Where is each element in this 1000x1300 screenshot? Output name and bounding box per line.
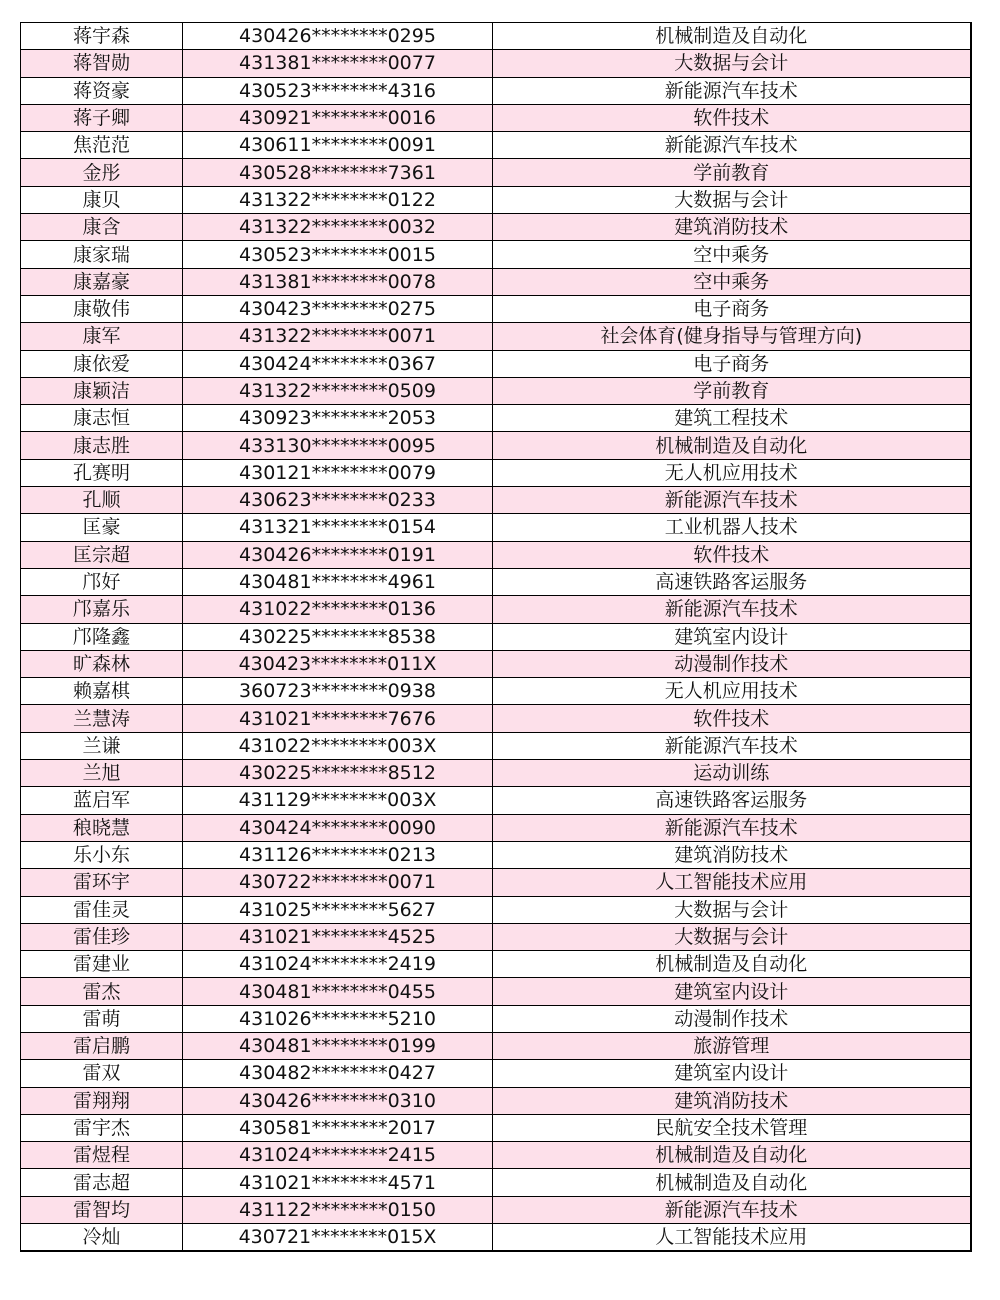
id-number-cell: 431322********0032 — [183, 214, 493, 241]
student-name-cell: 康军 — [21, 323, 183, 350]
table-row — [21, 623, 971, 650]
id-number-cell: 430424********0090 — [183, 814, 493, 841]
table-row — [21, 678, 971, 705]
table-row — [21, 350, 971, 377]
table-row — [21, 132, 971, 159]
id-number-cell: 431321********0154 — [183, 514, 493, 541]
student-name-cell: 雷双 — [21, 1060, 183, 1087]
id-number-cell: 430225********8538 — [183, 623, 493, 650]
table-row — [21, 732, 971, 759]
student-name-cell: 雷佳灵 — [21, 896, 183, 923]
major-cell: 工业机器人技术 — [493, 514, 971, 541]
major-cell: 建筑室内设计 — [493, 623, 971, 650]
major-cell: 新能源汽车技术 — [493, 1196, 971, 1223]
table-row — [21, 869, 971, 896]
student-name-cell: 孔顺 — [21, 487, 183, 514]
table-row — [21, 787, 971, 814]
student-name-cell: 蓝启军 — [21, 787, 183, 814]
major-cell: 新能源汽车技术 — [493, 732, 971, 759]
id-number-cell: 430923********2053 — [183, 405, 493, 432]
student-name-cell: 匡豪 — [21, 514, 183, 541]
id-number-cell: 430523********0015 — [183, 241, 493, 268]
student-name-cell: 康依爱 — [21, 350, 183, 377]
student-table-body — [21, 23, 971, 1252]
id-number-cell: 430426********0310 — [183, 1087, 493, 1114]
table-row — [21, 104, 971, 131]
major-cell: 新能源汽车技术 — [493, 132, 971, 159]
table-row — [21, 432, 971, 459]
student-name-cell: 雷翔翔 — [21, 1087, 183, 1114]
student-name-cell: 康嘉豪 — [21, 268, 183, 295]
table-row — [21, 487, 971, 514]
id-number-cell: 430921********0016 — [183, 104, 493, 131]
id-number-cell: 431025********5627 — [183, 896, 493, 923]
student-name-cell: 雷杰 — [21, 978, 183, 1005]
table-row — [21, 1005, 971, 1032]
id-number-cell: 431024********2415 — [183, 1142, 493, 1169]
major-cell: 建筑室内设计 — [493, 1060, 971, 1087]
major-cell: 新能源汽车技术 — [493, 596, 971, 623]
student-name-cell: 雷建业 — [21, 951, 183, 978]
student-name-cell: 雷宇杰 — [21, 1114, 183, 1141]
student-name-cell: 雷煜程 — [21, 1142, 183, 1169]
id-number-cell: 431021********7676 — [183, 705, 493, 732]
id-number-cell: 431129********003X — [183, 787, 493, 814]
major-cell: 大数据与会计 — [493, 50, 971, 77]
major-cell: 软件技术 — [493, 104, 971, 131]
major-cell: 大数据与会计 — [493, 186, 971, 213]
table-row — [21, 514, 971, 541]
table-row — [21, 1114, 971, 1141]
id-number-cell: 431322********0509 — [183, 377, 493, 404]
student-name-cell: 邝好 — [21, 568, 183, 595]
major-cell: 旅游管理 — [493, 1032, 971, 1059]
student-name-cell: 雷启鹏 — [21, 1032, 183, 1059]
major-cell: 无人机应用技术 — [493, 459, 971, 486]
table-row — [21, 295, 971, 322]
table-row — [21, 896, 971, 923]
student-name-cell: 康志恒 — [21, 405, 183, 432]
table-row — [21, 405, 971, 432]
student-name-cell: 康敬伟 — [21, 295, 183, 322]
major-cell: 建筑室内设计 — [493, 978, 971, 1005]
major-cell: 社会体育(健身指导与管理方向) — [493, 323, 971, 350]
student-name-cell: 蒋宇森 — [21, 23, 183, 50]
table-row — [21, 50, 971, 77]
student-name-cell: 蒋智勋 — [21, 50, 183, 77]
id-number-cell: 360723********0938 — [183, 678, 493, 705]
major-cell: 动漫制作技术 — [493, 650, 971, 677]
id-number-cell: 430481********0199 — [183, 1032, 493, 1059]
major-cell: 空中乘务 — [493, 241, 971, 268]
table-row — [21, 1032, 971, 1059]
table-row — [21, 841, 971, 868]
id-number-cell: 430121********0079 — [183, 459, 493, 486]
table-row — [21, 1196, 971, 1223]
major-cell: 大数据与会计 — [493, 896, 971, 923]
id-number-cell: 430722********0071 — [183, 869, 493, 896]
table-row — [21, 241, 971, 268]
table-row — [21, 159, 971, 186]
table-row — [21, 1142, 971, 1169]
student-name-cell: 康贝 — [21, 186, 183, 213]
student-name-cell: 焦范范 — [21, 132, 183, 159]
id-number-cell: 431026********5210 — [183, 1005, 493, 1032]
major-cell: 人工智能技术应用 — [493, 1224, 971, 1252]
id-number-cell: 430225********8512 — [183, 760, 493, 787]
major-cell: 新能源汽车技术 — [493, 487, 971, 514]
id-number-cell: 430623********0233 — [183, 487, 493, 514]
table-row — [21, 541, 971, 568]
major-cell: 建筑消防技术 — [493, 841, 971, 868]
table-row — [21, 214, 971, 241]
student-name-cell: 金彤 — [21, 159, 183, 186]
student-name-cell: 康志胜 — [21, 432, 183, 459]
student-name-cell: 孔赛明 — [21, 459, 183, 486]
major-cell: 建筑消防技术 — [493, 1087, 971, 1114]
table-row — [21, 1060, 971, 1087]
id-number-cell: 430581********2017 — [183, 1114, 493, 1141]
table-row — [21, 650, 971, 677]
student-name-cell: 雷萌 — [21, 1005, 183, 1032]
id-number-cell: 431021********4571 — [183, 1169, 493, 1196]
id-number-cell: 430721********015X — [183, 1224, 493, 1252]
major-cell: 建筑工程技术 — [493, 405, 971, 432]
student-name-cell: 蒋子卿 — [21, 104, 183, 131]
table-row — [21, 459, 971, 486]
student-name-cell: 赖嘉棋 — [21, 678, 183, 705]
student-name-cell: 邝隆鑫 — [21, 623, 183, 650]
major-cell: 无人机应用技术 — [493, 678, 971, 705]
id-number-cell: 431022********003X — [183, 732, 493, 759]
major-cell: 电子商务 — [493, 350, 971, 377]
major-cell: 高速铁路客运服务 — [493, 787, 971, 814]
table-row — [21, 186, 971, 213]
major-cell: 电子商务 — [493, 295, 971, 322]
student-name-cell: 邝嘉乐 — [21, 596, 183, 623]
id-number-cell: 430482********0427 — [183, 1060, 493, 1087]
id-number-cell: 430423********011X — [183, 650, 493, 677]
id-number-cell: 430523********4316 — [183, 77, 493, 104]
table-row — [21, 377, 971, 404]
table-row — [21, 814, 971, 841]
major-cell: 民航安全技术管理 — [493, 1114, 971, 1141]
major-cell: 学前教育 — [493, 159, 971, 186]
major-cell: 机械制造及自动化 — [493, 23, 971, 50]
student-name-cell: 雷志超 — [21, 1169, 183, 1196]
major-cell: 机械制造及自动化 — [493, 432, 971, 459]
major-cell: 动漫制作技术 — [493, 1005, 971, 1032]
major-cell: 新能源汽车技术 — [493, 814, 971, 841]
table-row — [21, 1087, 971, 1114]
student-table — [20, 22, 972, 1252]
table-row — [21, 596, 971, 623]
major-cell: 人工智能技术应用 — [493, 869, 971, 896]
table-row — [21, 951, 971, 978]
student-name-cell: 兰慧涛 — [21, 705, 183, 732]
student-name-cell: 雷佳珍 — [21, 923, 183, 950]
id-number-cell: 430426********0295 — [183, 23, 493, 50]
major-cell: 软件技术 — [493, 705, 971, 732]
id-number-cell: 430424********0367 — [183, 350, 493, 377]
student-name-cell: 冷灿 — [21, 1224, 183, 1252]
major-cell: 机械制造及自动化 — [493, 951, 971, 978]
major-cell: 机械制造及自动化 — [493, 1169, 971, 1196]
id-number-cell: 431322********0071 — [183, 323, 493, 350]
major-cell: 建筑消防技术 — [493, 214, 971, 241]
student-name-cell: 蒋资豪 — [21, 77, 183, 104]
id-number-cell: 431122********0150 — [183, 1196, 493, 1223]
id-number-cell: 430611********0091 — [183, 132, 493, 159]
major-cell: 软件技术 — [493, 541, 971, 568]
id-number-cell: 430423********0275 — [183, 295, 493, 322]
id-number-cell: 431021********4525 — [183, 923, 493, 950]
table-row — [21, 1224, 971, 1252]
id-number-cell: 430426********0191 — [183, 541, 493, 568]
major-cell: 新能源汽车技术 — [493, 77, 971, 104]
student-list-sheet — [20, 22, 972, 1252]
student-name-cell: 雷智均 — [21, 1196, 183, 1223]
student-name-cell: 旷森林 — [21, 650, 183, 677]
student-name-cell: 兰旭 — [21, 760, 183, 787]
major-cell: 运动训练 — [493, 760, 971, 787]
id-number-cell: 431022********0136 — [183, 596, 493, 623]
id-number-cell: 431126********0213 — [183, 841, 493, 868]
table-row — [21, 923, 971, 950]
student-name-cell: 稂晓慧 — [21, 814, 183, 841]
id-number-cell: 430528********7361 — [183, 159, 493, 186]
id-number-cell: 430481********4961 — [183, 568, 493, 595]
table-row — [21, 568, 971, 595]
student-name-cell: 康颖洁 — [21, 377, 183, 404]
id-number-cell: 431381********0078 — [183, 268, 493, 295]
id-number-cell: 431024********2419 — [183, 951, 493, 978]
student-name-cell: 康家瑞 — [21, 241, 183, 268]
student-name-cell: 兰谦 — [21, 732, 183, 759]
id-number-cell: 431322********0122 — [183, 186, 493, 213]
table-row — [21, 77, 971, 104]
student-name-cell: 雷环宇 — [21, 869, 183, 896]
table-row — [21, 268, 971, 295]
id-number-cell: 430481********0455 — [183, 978, 493, 1005]
major-cell: 大数据与会计 — [493, 923, 971, 950]
major-cell: 学前教育 — [493, 377, 971, 404]
table-row — [21, 705, 971, 732]
table-row — [21, 23, 971, 50]
student-name-cell: 匡宗超 — [21, 541, 183, 568]
table-row — [21, 978, 971, 1005]
student-name-cell: 康含 — [21, 214, 183, 241]
table-row — [21, 323, 971, 350]
id-number-cell: 433130********0095 — [183, 432, 493, 459]
major-cell: 空中乘务 — [493, 268, 971, 295]
major-cell: 机械制造及自动化 — [493, 1142, 971, 1169]
student-name-cell: 乐小东 — [21, 841, 183, 868]
id-number-cell: 431381********0077 — [183, 50, 493, 77]
table-row — [21, 760, 971, 787]
table-row — [21, 1169, 971, 1196]
major-cell: 高速铁路客运服务 — [493, 568, 971, 595]
